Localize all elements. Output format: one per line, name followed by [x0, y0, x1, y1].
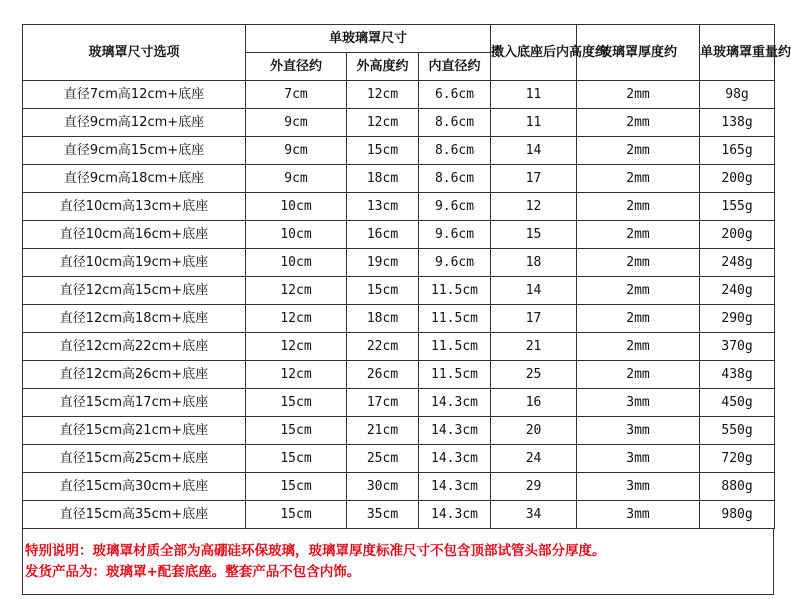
outer-height-cell: 21cm [347, 417, 419, 445]
inner-height-cell: 14 [491, 137, 577, 165]
inner-diameter-cell: 14.3cm [419, 445, 491, 473]
inner-height-cell: 29 [491, 473, 577, 501]
table-row [23, 165, 775, 193]
thickness-cell: 2mm [577, 109, 700, 137]
outer-height-cell: 26cm [347, 361, 419, 389]
thickness-cell: 2mm [577, 361, 700, 389]
option-cell: 直径12cm高26cm+底座 [23, 361, 246, 389]
inner-height-cell: 14 [491, 277, 577, 305]
header-weight: 单玻璃罩重量约 [700, 25, 775, 81]
thickness-cell: 2mm [577, 333, 700, 361]
option-cell: 直径9cm高12cm+底座 [23, 109, 246, 137]
table-row [23, 305, 775, 333]
weight-cell: 450g [700, 389, 775, 417]
outer-diameter-cell: 12cm [246, 305, 347, 333]
weight-cell: 155g [700, 193, 775, 221]
table-row [23, 81, 775, 109]
thickness-cell: 2mm [577, 137, 700, 165]
header-size-group: 单玻璃罩尺寸 [246, 25, 491, 53]
inner-height-cell: 17 [491, 305, 577, 333]
outer-height-cell: 35cm [347, 501, 419, 529]
outer-diameter-cell: 9cm [246, 165, 347, 193]
weight-cell: 550g [700, 417, 775, 445]
inner-height-cell: 11 [491, 81, 577, 109]
thickness-cell: 3mm [577, 473, 700, 501]
thickness-cell: 2mm [577, 81, 700, 109]
option-cell: 直径15cm高17cm+底座 [23, 389, 246, 417]
outer-height-cell: 22cm [347, 333, 419, 361]
inner-height-cell: 34 [491, 501, 577, 529]
outer-height-cell: 16cm [347, 221, 419, 249]
table-row [23, 221, 775, 249]
option-cell: 直径15cm高21cm+底座 [23, 417, 246, 445]
option-cell: 直径12cm高22cm+底座 [23, 333, 246, 361]
table-row [23, 333, 775, 361]
thickness-cell: 2mm [577, 165, 700, 193]
outer-height-cell: 30cm [347, 473, 419, 501]
outer-diameter-cell: 7cm [246, 81, 347, 109]
option-cell: 直径9cm高18cm+底座 [23, 165, 246, 193]
outer-height-cell: 13cm [347, 193, 419, 221]
weight-cell: 880g [700, 473, 775, 501]
special-notes [22, 529, 774, 595]
weight-cell: 240g [700, 277, 775, 305]
outer-height-cell: 15cm [347, 137, 419, 165]
table-body [23, 81, 775, 529]
header-thickness: 玻璃罩厚度约 [577, 25, 700, 81]
thickness-cell: 2mm [577, 277, 700, 305]
outer-diameter-cell: 15cm [246, 501, 347, 529]
weight-cell: 98g [700, 81, 775, 109]
outer-height-cell: 25cm [347, 445, 419, 473]
outer-height-cell: 15cm [347, 277, 419, 305]
table-row [23, 501, 775, 529]
inner-diameter-cell: 11.5cm [419, 277, 491, 305]
header-row-1 [23, 25, 775, 53]
table-row [23, 361, 775, 389]
glass-dome-size-table [22, 24, 791, 529]
table-row [23, 137, 775, 165]
header-inner-diameter: 内直径约 [419, 53, 491, 81]
inner-diameter-cell: 9.6cm [419, 249, 491, 277]
inner-diameter-cell: 14.3cm [419, 389, 491, 417]
outer-diameter-cell: 15cm [246, 417, 347, 445]
inner-diameter-cell: 8.6cm [419, 137, 491, 165]
outer-height-cell: 12cm [347, 81, 419, 109]
outer-diameter-cell: 10cm [246, 221, 347, 249]
inner-height-cell: 16 [491, 389, 577, 417]
outer-height-cell: 12cm [347, 109, 419, 137]
table-row [23, 389, 775, 417]
option-cell: 直径7cm高12cm+底座 [23, 81, 246, 109]
weight-cell: 720g [700, 445, 775, 473]
inner-diameter-cell: 11.5cm [419, 333, 491, 361]
thickness-cell: 3mm [577, 501, 700, 529]
inner-diameter-cell: 14.3cm [419, 501, 491, 529]
outer-diameter-cell: 15cm [246, 473, 347, 501]
outer-diameter-cell: 9cm [246, 137, 347, 165]
thickness-cell: 3mm [577, 417, 700, 445]
thickness-cell: 3mm [577, 389, 700, 417]
weight-cell: 200g [700, 221, 775, 249]
inner-height-cell: 18 [491, 249, 577, 277]
inner-diameter-cell: 9.6cm [419, 193, 491, 221]
outer-diameter-cell: 12cm [246, 277, 347, 305]
inner-diameter-cell: 8.6cm [419, 109, 491, 137]
weight-cell: 290g [700, 305, 775, 333]
inner-diameter-cell: 11.5cm [419, 305, 491, 333]
inner-height-cell: 17 [491, 165, 577, 193]
option-cell: 直径10cm高16cm+底座 [23, 221, 246, 249]
outer-diameter-cell: 12cm [246, 361, 347, 389]
header-inner-height: 擞入底座后内高度约 [491, 25, 577, 81]
table-row [23, 249, 775, 277]
outer-diameter-cell: 12cm [246, 333, 347, 361]
table-row [23, 473, 775, 501]
option-cell: 直径15cm高25cm+底座 [23, 445, 246, 473]
option-cell: 直径12cm高18cm+底座 [23, 305, 246, 333]
header-outer-height: 外高度约 [347, 53, 419, 81]
option-cell: 直径10cm高19cm+底座 [23, 249, 246, 277]
thickness-cell: 2mm [577, 221, 700, 249]
option-cell: 直径12cm高15cm+底座 [23, 277, 246, 305]
outer-height-cell: 17cm [347, 389, 419, 417]
outer-diameter-cell: 10cm [246, 249, 347, 277]
option-cell: 直径15cm高35cm+底座 [23, 501, 246, 529]
weight-cell: 370g [700, 333, 775, 361]
outer-diameter-cell: 15cm [246, 389, 347, 417]
outer-height-cell: 18cm [347, 305, 419, 333]
table-row [23, 417, 775, 445]
inner-diameter-cell: 14.3cm [419, 417, 491, 445]
table-row [23, 193, 775, 221]
outer-height-cell: 18cm [347, 165, 419, 193]
option-cell: 直径15cm高30cm+底座 [23, 473, 246, 501]
table-row [23, 277, 775, 305]
thickness-cell: 2mm [577, 305, 700, 333]
option-cell: 直径9cm高15cm+底座 [23, 137, 246, 165]
inner-height-cell: 20 [491, 417, 577, 445]
weight-cell: 138g [700, 109, 775, 137]
inner-height-cell: 15 [491, 221, 577, 249]
note-line-shipping: 发货产品为：玻璃罩+配套底座。整套产品不包含内饰。 [25, 564, 361, 580]
option-cell: 直径10cm高13cm+底座 [23, 193, 246, 221]
weight-cell: 200g [700, 165, 775, 193]
inner-diameter-cell: 14.3cm [419, 473, 491, 501]
inner-height-cell: 24 [491, 445, 577, 473]
header-option: 玻璃罩尺寸选项 [23, 25, 246, 81]
weight-cell: 980g [700, 501, 775, 529]
inner-diameter-cell: 9.6cm [419, 221, 491, 249]
outer-height-cell: 19cm [347, 249, 419, 277]
header-outer-diameter: 外直径约 [246, 53, 347, 81]
outer-diameter-cell: 10cm [246, 193, 347, 221]
inner-height-cell: 12 [491, 193, 577, 221]
outer-diameter-cell: 9cm [246, 109, 347, 137]
note-line-material: 特别说明：玻璃罩材质全部为高硼硅环保玻璃，玻璃罩厚度标准尺寸不包含顶部试管头部分厚度。 [25, 543, 606, 559]
inner-height-cell: 21 [491, 333, 577, 361]
inner-height-cell: 11 [491, 109, 577, 137]
inner-height-cell: 25 [491, 361, 577, 389]
weight-cell: 165g [700, 137, 775, 165]
weight-cell: 438g [700, 361, 775, 389]
table-row [23, 109, 775, 137]
inner-diameter-cell: 8.6cm [419, 165, 491, 193]
thickness-cell: 2mm [577, 193, 700, 221]
weight-cell: 248g [700, 249, 775, 277]
inner-diameter-cell: 6.6cm [419, 81, 491, 109]
thickness-cell: 3mm [577, 445, 700, 473]
outer-diameter-cell: 15cm [246, 445, 347, 473]
table-row [23, 445, 775, 473]
inner-diameter-cell: 11.5cm [419, 361, 491, 389]
thickness-cell: 2mm [577, 249, 700, 277]
